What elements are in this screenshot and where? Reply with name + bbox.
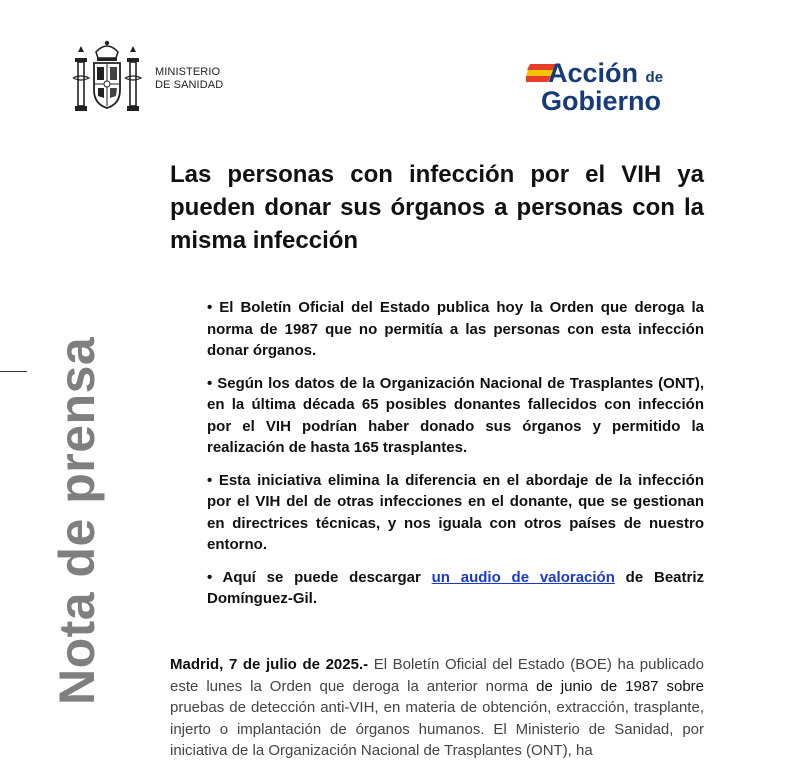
body-text-part-3: pruebas de detección anti-VIH, en materia de obtención, extracción, trasplante, injerto o implantación de órganos humanos. El Ministerio de Sanidad, por iniciativa de la Organización Nacional de Trasplantes (ONT), ha [170,699,704,759]
coat-of-arms-logo [70,38,144,118]
audio-bullet-suffix: de Beatriz Domínguez-Gil. [207,568,705,607]
highlight-bullet: • Esta iniciativa elimina la diferencia en el abordaje de la infección por el VIH del de otras infecciones en el donante, que se gestionan en directrices técnicas, y nos iguala con otros países de nuestro entorno. [207,471,704,553]
brand-de-text: de [645,69,664,86]
highlight-bullet: • Según los datos de la Organización Nacional de Trasplantes (ONT), en la última década 65 posibles donantes fallecidos con infección por el VIH podrían haber donado sus órganos y permitido la realización de hasta 165 trasplantes. [207,374,704,456]
accion-de-gobierno-logo [522,56,702,120]
highlights-list [207,297,704,621]
side-divider [0,371,27,372]
page-title: Las personas con infección por el VIH ya pueden donar sus órganos a personas con la misma infección [170,161,704,254]
audio-bullet-prefix: • Aquí se puede descargar [207,568,432,586]
audio-download-link[interactable]: un audio de valoración [431,568,615,586]
ministry-name [155,66,223,92]
side-label-nota-de-prensa: Nota de prensa [49,336,105,705]
brand-accion-text: Acción [548,58,639,88]
dateline: Madrid, 7 de julio de 2025.- [170,656,369,673]
body-text-part-1: El Boletín Oficial del Estado (BOE) ha publicado este lunes la Orden que deroga la anterior norma [170,656,704,695]
ministry-line-2: DE SANIDAD [155,79,224,91]
body-text-part-2: de junio de 1987 sobre [528,677,704,695]
brand-line-2: Gobierno [541,86,661,116]
audio-bullet [207,567,704,610]
highlight-bullet: • El Boletín Oficial del Estado publica hoy la Orden que deroga la norma de 1987 que no permitía a las personas con esta infección donar órganos. [207,299,704,359]
ministry-line-1: MINISTERIO [155,66,221,78]
press-body-paragraph [170,654,704,762]
